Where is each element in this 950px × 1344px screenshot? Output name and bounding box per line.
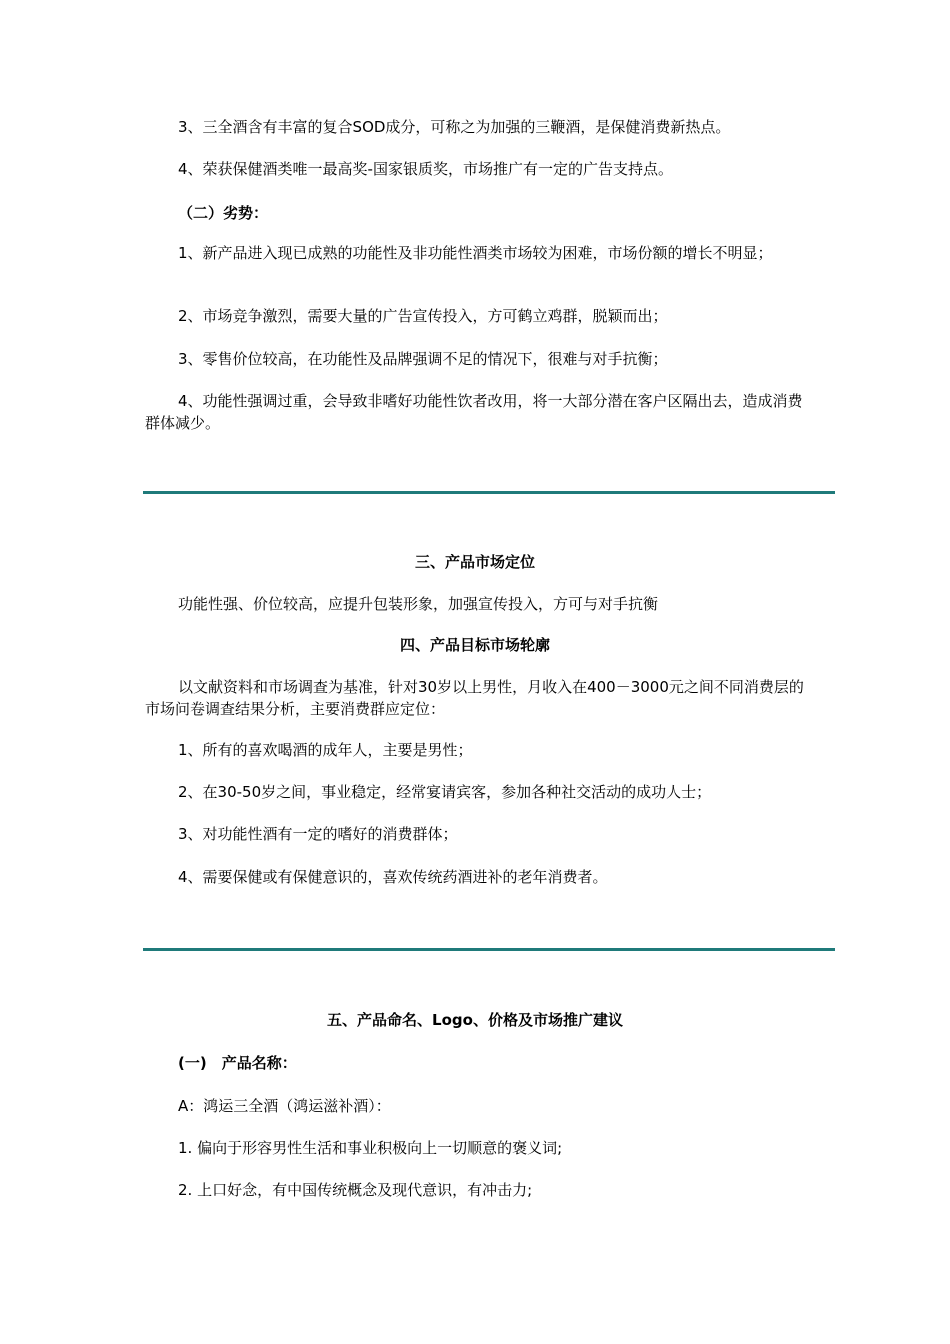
section-divider bbox=[143, 948, 835, 951]
section4-item-3: 3、对功能性酒有一定的嗜好的消费群体； bbox=[178, 825, 458, 843]
weakness-item-4: 4、功能性强调过重，会导致非嗜好功能性饮者改用，将一大部分潜在客户区隔出去，造成消费群体减少。 bbox=[145, 392, 803, 432]
strength-item-3: 3、三全酒含有丰富的复合SOD成分，可称之为加强的三鞭酒，是保健消费新热点。 bbox=[178, 118, 731, 136]
section5-heading: 五、产品命名、Logo、价格及市场推广建议 bbox=[327, 1011, 623, 1029]
product-name-a: A：鸿运三全酒（鸿运滋补酒）： bbox=[178, 1097, 391, 1115]
section-divider bbox=[143, 491, 835, 494]
weakness-heading: （二）劣势： bbox=[178, 204, 269, 222]
section5-sub-heading: (一) 产品名称： bbox=[178, 1054, 297, 1072]
section3-text: 功能性强、价位较高，应提升包装形象，加强宣传投入，方可与对手抗衡 bbox=[178, 595, 659, 613]
weakness-item-1: 1、新产品进入现已成熟的功能性及非功能性酒类市场较为困难，市场份额的增长不明显； bbox=[178, 244, 773, 262]
naming-item-2: 2. 上口好念，有中国传统概念及现代意识，有冲击力; bbox=[178, 1181, 533, 1199]
section4-item-4: 4、需要保健或有保健意识的，喜欢传统药酒进补的老年消费者。 bbox=[178, 868, 608, 886]
weakness-item-2: 2、市场竞争激烈，需要大量的广告宣传投入，方可鹤立鸡群，脱颖而出； bbox=[178, 307, 668, 325]
section4-item-2: 2、在30-50岁之间，事业稳定，经常宴请宾客，参加各种社交活动的成功人士； bbox=[178, 783, 712, 801]
section4-intro: 以文献资料和市场调查为基准，针对30岁以上男性，月收入在400－3000元之间不同消费层的市场问卷调查结果分析，主要消费群应定位： bbox=[145, 678, 804, 718]
naming-item-1: 1. 偏向于形容男性生活和事业积极向上一切顺意的褒义词; bbox=[178, 1139, 563, 1157]
strength-item-4: 4、荣获保健酒类唯一最高奖-国家银质奖，市场推广有一定的广告支持点。 bbox=[178, 160, 673, 178]
section3-heading: 三、产品市场定位 bbox=[414, 553, 535, 571]
weakness-item-3: 3、零售价位较高，在功能性及品牌强调不足的情况下，很难与对手抗衡； bbox=[178, 350, 668, 368]
section4-item-1: 1、所有的喜欢喝酒的成年人，主要是男性； bbox=[178, 741, 473, 759]
section4-heading: 四、产品目标市场轮廓 bbox=[399, 636, 550, 654]
